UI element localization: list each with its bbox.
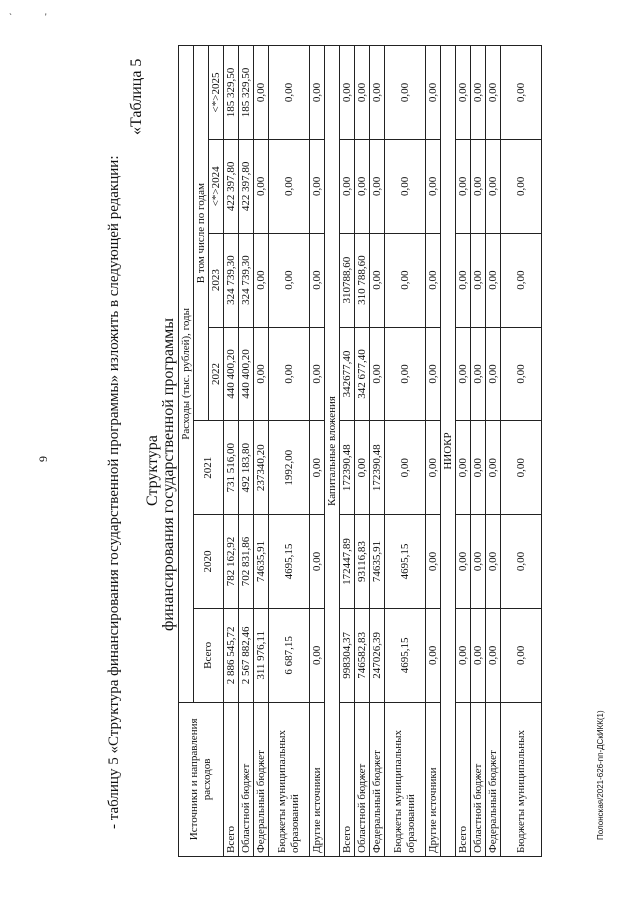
value-cell: 0,00 (426, 46, 441, 140)
value-cell: 2 886 545,72 (224, 608, 239, 702)
table-row (471, 46, 486, 857)
value-cell: 172390,48 (370, 421, 385, 515)
value-cell: 0,00 (486, 608, 501, 702)
year-header: 2021 (194, 421, 224, 515)
value-cell: 0,00 (385, 421, 426, 515)
value-cell: 492 183,80 (239, 421, 254, 515)
table-row (385, 46, 426, 857)
value-cell: 0,00 (426, 421, 441, 515)
year-header: 2020 (194, 515, 224, 609)
value-cell: 0,00 (254, 139, 269, 233)
value-cell: 0,00 (456, 233, 471, 327)
value-cell: 342 677,40 (355, 327, 370, 421)
value-cell: 0,00 (254, 327, 269, 421)
value-cell: 0,00 (486, 421, 501, 515)
table-row (340, 46, 355, 857)
value-cell: 0,00 (501, 421, 542, 515)
row-label: Федеральный бюджет (254, 702, 269, 856)
value-cell: 74635,91 (370, 515, 385, 609)
value-cell: 440 400,20 (224, 327, 239, 421)
financing-table-container (178, 45, 578, 857)
value-cell: 185 329,50 (239, 46, 254, 140)
table-row (426, 46, 441, 857)
value-cell: 0,00 (426, 515, 441, 609)
value-cell: 247026,39 (370, 608, 385, 702)
section-heading: НИОКР (441, 46, 456, 857)
value-cell: 324 739,30 (239, 233, 254, 327)
source-header: Источники и направления расходов (179, 702, 224, 856)
value-cell: 0,00 (385, 46, 426, 140)
value-cell: 0,00 (254, 233, 269, 327)
value-cell: 0,00 (501, 515, 542, 609)
year-header: 2023 (209, 233, 224, 327)
page-number: 9 (36, 456, 50, 462)
value-cell: 172390,48 (340, 421, 355, 515)
row-label: Бюджеты муниципальных образований (385, 702, 426, 856)
value-cell: 0,00 (370, 139, 385, 233)
table-row (254, 46, 269, 857)
value-cell: 0,00 (486, 233, 501, 327)
value-cell: 4695,15 (269, 515, 310, 609)
value-cell: 0,00 (370, 233, 385, 327)
row-label: Федеральный бюджет (370, 702, 385, 856)
section-heading-row (441, 46, 456, 857)
intro-text: - таблицу 5 «Структура финансирования государственной программы» изложить в следующей редакции: (106, 155, 122, 829)
table-body (224, 46, 542, 857)
row-label: Всего (456, 702, 471, 856)
table-row (224, 46, 239, 857)
year-header: 2022 (209, 327, 224, 421)
table-row (355, 46, 370, 857)
value-cell: 0,00 (426, 608, 441, 702)
section-heading: Капитальные вложения (325, 46, 340, 857)
value-cell: 0,00 (471, 327, 486, 421)
value-cell: 0,00 (310, 233, 325, 327)
value-cell: 0,00 (310, 608, 325, 702)
value-cell: 0,00 (501, 608, 542, 702)
value-cell: 0,00 (269, 46, 310, 140)
value-cell: 0,00 (501, 327, 542, 421)
value-cell: 0,00 (456, 515, 471, 609)
row-label: Другие источники (310, 702, 325, 856)
value-cell: 0,00 (370, 46, 385, 140)
value-cell: 0,00 (501, 139, 542, 233)
table-title-line2: финансирования государственной программы (160, 317, 177, 631)
value-cell: 237340,20 (254, 421, 269, 515)
section-heading-row (325, 46, 340, 857)
value-cell: 0,00 (486, 327, 501, 421)
value-cell: 0,00 (269, 233, 310, 327)
expenses-header: Расходы (тыс. рублей), годы (179, 46, 194, 703)
by-years-header: В том числе по годам (194, 46, 209, 421)
value-cell: 0,00 (471, 139, 486, 233)
value-cell: 2 567 882,46 (239, 608, 254, 702)
row-label: Областной бюджет (239, 702, 254, 856)
value-cell: 746582,83 (355, 608, 370, 702)
value-cell: 0,00 (269, 327, 310, 421)
value-cell: 0,00 (385, 233, 426, 327)
row-label: Федеральный бюджет (486, 702, 501, 856)
table-row (310, 46, 325, 857)
value-cell: 6 687,15 (269, 608, 310, 702)
year-header: <*>2024 (209, 139, 224, 233)
value-cell: 0,00 (471, 608, 486, 702)
value-cell: 0,00 (310, 139, 325, 233)
table-row (370, 46, 385, 857)
value-cell: 0,00 (471, 46, 486, 140)
table-row (239, 46, 254, 857)
value-cell: 0,00 (501, 46, 542, 140)
scan-mark: ' (45, 12, 47, 22)
value-cell: 93116,83 (355, 515, 370, 609)
value-cell: 0,00 (310, 46, 325, 140)
value-cell: 0,00 (355, 421, 370, 515)
value-cell: 0,00 (355, 46, 370, 140)
value-cell: 0,00 (471, 233, 486, 327)
row-label: Областной бюджет (355, 702, 370, 856)
value-cell: 702 831,86 (239, 515, 254, 609)
value-cell: 0,00 (471, 421, 486, 515)
table-row (486, 46, 501, 857)
value-cell: 0,00 (310, 421, 325, 515)
row-label: Всего (224, 702, 239, 856)
value-cell: 0,00 (456, 46, 471, 140)
row-label: Всего (340, 702, 355, 856)
value-cell: 172447,89 (340, 515, 355, 609)
table-row (269, 46, 310, 857)
row-label: Бюджеты муниципальных образований (269, 702, 310, 856)
value-cell: 422 397,80 (224, 139, 239, 233)
value-cell: 0,00 (385, 139, 426, 233)
value-cell: 310 788,60 (355, 233, 370, 327)
value-cell: 0,00 (456, 139, 471, 233)
value-cell: 998304,37 (340, 608, 355, 702)
scan-mark: ` (9, 12, 12, 22)
value-cell: 0,00 (269, 139, 310, 233)
value-cell: 0,00 (456, 421, 471, 515)
value-cell: 422 397,80 (239, 139, 254, 233)
row-label: Областной бюджет (471, 702, 486, 856)
value-cell: 0,00 (310, 327, 325, 421)
value-cell: 310788,60 (340, 233, 355, 327)
total-header: Всего (194, 608, 224, 702)
value-cell: 324 739,30 (224, 233, 239, 327)
financing-table (178, 45, 542, 857)
value-cell: 731 516,00 (224, 421, 239, 515)
year-header: <*>2025 (209, 46, 224, 140)
value-cell: 0,00 (486, 515, 501, 609)
table-title-line1: Структура (144, 435, 161, 506)
value-cell: 0,00 (456, 327, 471, 421)
value-cell: 1992,00 (269, 421, 310, 515)
value-cell: 440 400,20 (239, 327, 254, 421)
value-cell: 0,00 (355, 139, 370, 233)
value-cell: 0,00 (426, 139, 441, 233)
document-footer: Полонская/2021-626-пп-ДСкИКК(1) (596, 710, 605, 840)
value-cell: 0,00 (340, 139, 355, 233)
value-cell: 0,00 (254, 46, 269, 140)
value-cell: 0,00 (501, 233, 542, 327)
table-row (456, 46, 471, 857)
value-cell: 0,00 (486, 139, 501, 233)
row-label: Другие источники (426, 702, 441, 856)
value-cell: 4695,15 (385, 515, 426, 609)
value-cell: 782 162,92 (224, 515, 239, 609)
value-cell: 0,00 (426, 327, 441, 421)
value-cell: 342677,40 (340, 327, 355, 421)
value-cell: 185 329,50 (224, 46, 239, 140)
value-cell: 0,00 (310, 515, 325, 609)
value-cell: 0,00 (456, 608, 471, 702)
value-cell: 0,00 (340, 46, 355, 140)
value-cell: 0,00 (471, 515, 486, 609)
table-row (501, 46, 542, 857)
value-cell: 311 976,11 (254, 608, 269, 702)
row-label: Бюджеты муниципальных (501, 702, 542, 856)
value-cell: 0,00 (385, 327, 426, 421)
value-cell: 74635,91 (254, 515, 269, 609)
value-cell: 0,00 (486, 46, 501, 140)
value-cell: 0,00 (370, 327, 385, 421)
value-cell: 0,00 (426, 233, 441, 327)
value-cell: 4695,15 (385, 608, 426, 702)
table-label: «Таблица 5 (128, 58, 145, 135)
